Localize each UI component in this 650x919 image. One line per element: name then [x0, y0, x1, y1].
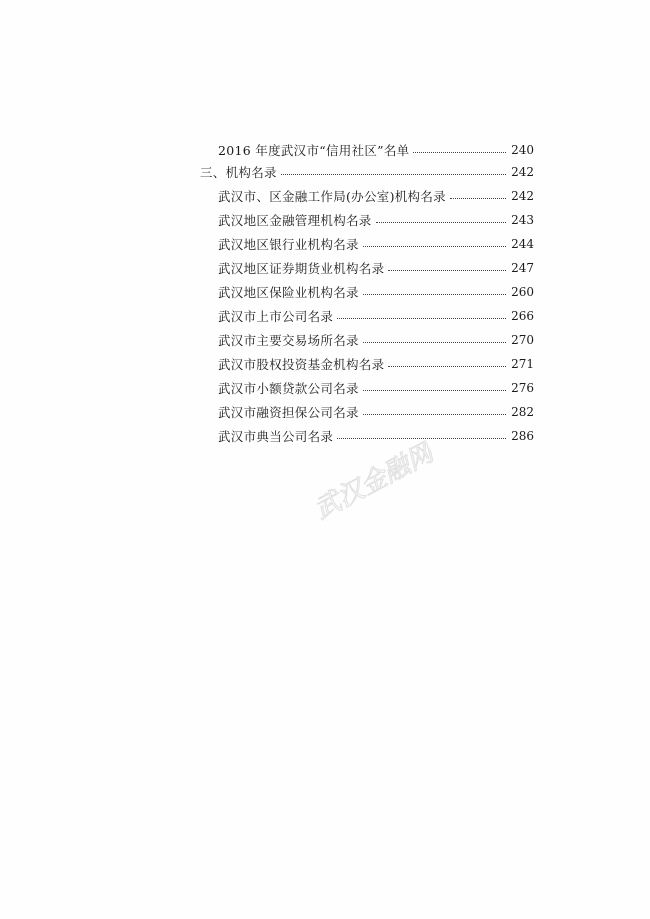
toc-entry-title: 武汉市典当公司名录 — [218, 429, 334, 444]
toc-entry-title: 武汉市股权投资基金机构名录 — [218, 357, 385, 372]
toc-entry-page: 244 — [511, 237, 534, 251]
dot-leader — [376, 222, 506, 223]
dot-leader — [363, 390, 506, 391]
toc-entry-title: 武汉市主要交易场所名录 — [218, 333, 359, 348]
toc-entry-title: 武汉市小额贷款公司名录 — [218, 381, 359, 396]
toc-entry-page: 276 — [511, 381, 534, 395]
toc-entry-page: 242 — [511, 189, 534, 203]
watermark-text: 武汉金融网 — [309, 438, 439, 526]
toc-entry-title: 武汉地区证券期货业机构名录 — [218, 261, 385, 276]
toc-entry[interactable] — [200, 162, 534, 182]
toc-entry-title: 三、机构名录 — [200, 165, 277, 180]
dot-leader — [363, 414, 506, 415]
toc-entry[interactable] — [218, 330, 534, 350]
toc-entry-title: 武汉地区银行业机构名录 — [218, 237, 359, 252]
dot-leader — [388, 366, 506, 367]
toc-entry[interactable] — [218, 306, 534, 326]
toc-entry-title: 武汉地区保险业机构名录 — [218, 285, 359, 300]
toc-entry[interactable] — [218, 282, 534, 302]
dot-leader — [337, 318, 506, 319]
toc-entry-page: 240 — [511, 143, 534, 157]
toc-entry-page: 282 — [511, 405, 534, 419]
toc-entry[interactable] — [218, 354, 534, 374]
toc-entry-title: 武汉市融资担保公司名录 — [218, 405, 359, 420]
toc-entry-page: 270 — [511, 333, 534, 347]
toc-entry-page: 271 — [511, 357, 534, 371]
toc-entry-title: 2016 年度武汉市“信用社区”名单 — [218, 143, 410, 158]
toc-entry[interactable] — [218, 140, 534, 160]
toc-entry[interactable] — [218, 234, 534, 254]
toc-entry-page: 247 — [511, 261, 534, 275]
toc-entry-page: 266 — [511, 309, 534, 323]
toc-entry-page: 243 — [511, 213, 534, 227]
toc-entry-title: 武汉市、区金融工作局(办公室)机构名录 — [218, 189, 446, 204]
toc-entry-page: 286 — [511, 429, 534, 443]
toc-entry-title: 武汉地区金融管理机构名录 — [218, 213, 372, 228]
toc-entry[interactable] — [218, 402, 534, 422]
dot-leader — [363, 342, 506, 343]
toc-entry-page: 242 — [511, 165, 534, 179]
dot-leader — [388, 270, 506, 271]
dot-leader — [281, 174, 506, 175]
toc-entry[interactable] — [218, 210, 534, 230]
dot-leader — [363, 294, 506, 295]
dot-leader — [363, 246, 506, 247]
toc-entry-page: 260 — [511, 285, 534, 299]
dot-leader — [413, 152, 506, 153]
toc-entry-title: 武汉市上市公司名录 — [218, 309, 334, 324]
toc-entry[interactable] — [218, 258, 534, 278]
toc-entry[interactable] — [218, 378, 534, 398]
toc-entry[interactable] — [218, 186, 534, 206]
dot-leader — [450, 198, 506, 199]
